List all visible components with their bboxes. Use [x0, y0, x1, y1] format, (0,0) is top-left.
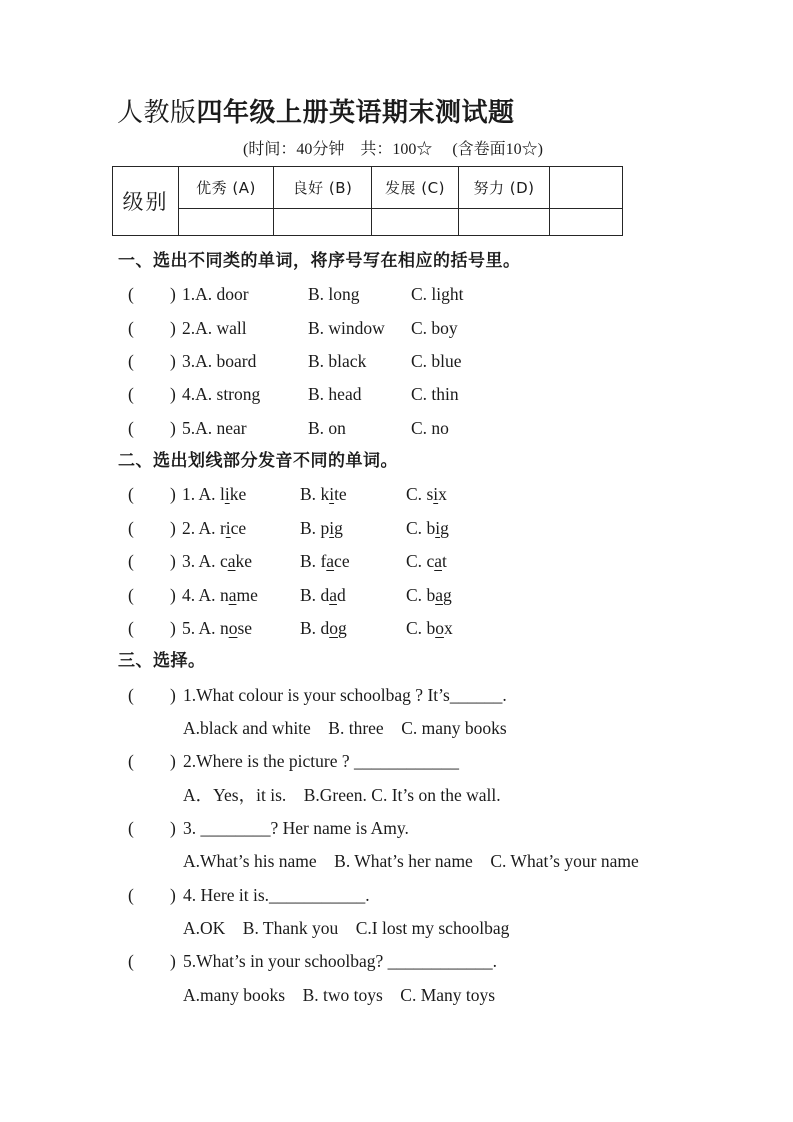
grade-header-cell-b: 良好 (B) [274, 167, 372, 209]
score-cell [179, 209, 274, 236]
question-row [0, 684, 793, 707]
option-b: B. window [308, 317, 385, 338]
option-c: C. boy [411, 317, 458, 338]
word-item-row [0, 617, 793, 640]
exam-info: (时间：40分钟 共：100☆ (含卷面10☆) [243, 141, 543, 158]
bracket-open: ( [128, 484, 134, 505]
underlined-letter: i [225, 517, 231, 538]
answer-options: A.many books B. two toys C. Many toys [183, 984, 496, 1005]
answer-row [0, 784, 793, 807]
score-cell [372, 209, 459, 236]
underlined-letter: a [228, 584, 237, 605]
underlined-letter: a [326, 551, 335, 572]
bracket-close: ) [170, 684, 176, 705]
word-item-row [0, 483, 793, 506]
underlined-letter: o [228, 617, 238, 638]
underlined-letter: i [329, 484, 335, 505]
answer-options: A.OK B. Thank you C.I lost my schoolbag [183, 918, 510, 938]
word-item-row [0, 517, 793, 540]
option-c: C. big [406, 517, 449, 538]
option-a: 1. A. like [182, 484, 247, 505]
option-a: 2.A. wall [182, 317, 247, 338]
option-c: C. thin [411, 384, 459, 405]
bracket-close: ) [170, 351, 176, 372]
option-a: 2. A. rice [182, 517, 247, 538]
section-3-title: 三、选择。 [118, 651, 206, 672]
question-row [0, 884, 793, 907]
word-item-row [0, 383, 793, 406]
underlined-letter: i [433, 484, 439, 505]
question-row [0, 750, 793, 773]
bracket-close: ) [170, 951, 176, 972]
section-1-title: 一、选出不同类的单词，将序号写在相应的括号里。 [118, 251, 521, 271]
option-b: B. face [300, 551, 350, 572]
option-c: C. no [411, 417, 449, 438]
bracket-open: ( [128, 884, 134, 905]
bracket-open: ( [128, 584, 134, 605]
question-row [0, 950, 793, 973]
bracket-open: ( [128, 684, 134, 705]
grade-label-cell: 级别 [113, 167, 179, 236]
option-b: B. long [308, 284, 360, 305]
underlined-letter: a [435, 584, 443, 605]
bracket-close: ) [170, 417, 176, 438]
option-a: 3. A. cake [182, 551, 253, 572]
question-text: 4. Here it is.___________. [183, 884, 370, 905]
bracket-open: ( [128, 317, 134, 338]
bracket-open: ( [128, 284, 134, 305]
option-a: 5. A. nose [182, 617, 253, 638]
question-text: 1.What colour is your schoolbag ? It’s______. [183, 684, 507, 705]
bracket-open: ( [128, 817, 134, 838]
bracket-open: ( [128, 417, 134, 438]
bracket-open: ( [128, 517, 134, 538]
grade-header-cell-d: 努力 (D) [459, 167, 550, 209]
word-item-row [0, 550, 793, 573]
option-c: C. cat [406, 551, 447, 572]
page-title [117, 93, 515, 133]
section-row [0, 450, 793, 473]
bracket-close: ) [170, 551, 176, 572]
section-row [0, 650, 793, 673]
bracket-open: ( [128, 384, 134, 405]
option-a: 4. A. name [182, 584, 258, 605]
bracket-open: ( [128, 951, 134, 972]
option-a: 3.A. board [182, 351, 257, 372]
option-b: B. black [308, 351, 367, 372]
underlined-letter: i [329, 517, 335, 538]
bracket-close: ) [170, 384, 176, 405]
option-b: B. on [308, 417, 346, 438]
underlined-letter: a [227, 551, 236, 572]
bracket-open: ( [128, 351, 134, 372]
bracket-close: ) [170, 484, 176, 505]
grade-header-cell-blank [550, 167, 623, 209]
score-cell [550, 209, 623, 236]
answer-row [0, 717, 793, 740]
bracket-open: ( [128, 617, 134, 638]
question-text: 2.Where is the picture ? ____________ [183, 751, 460, 772]
option-b: B. head [308, 384, 362, 405]
option-b: B. dad [300, 584, 346, 605]
grade-header-cell-a: 优秀 (A) [179, 167, 274, 209]
bracket-close: ) [170, 284, 176, 305]
underlined-letter: i [224, 484, 230, 505]
question-text: 3. ________? Her name is Amy. [183, 817, 409, 838]
answer-options: A．Yes，it is. B.Green. C. It’s on the wall. [183, 784, 501, 805]
option-c: C. blue [411, 351, 462, 372]
score-cell [274, 209, 372, 236]
option-c: C. light [411, 284, 464, 305]
option-c: C. box [406, 617, 453, 638]
bracket-open: ( [128, 551, 134, 572]
title-edition: 人教版 [117, 98, 197, 128]
title-main: 四年级上册英语期末测试题 [196, 98, 515, 128]
bracket-close: ) [170, 817, 176, 838]
answer-row [0, 917, 793, 940]
underlined-letter: o [329, 617, 338, 638]
option-b: B. kite [300, 484, 347, 505]
underlined-letter: i [435, 517, 441, 538]
bracket-close: ) [170, 317, 176, 338]
score-cell [459, 209, 550, 236]
word-item-row [0, 317, 793, 340]
bracket-close: ) [170, 884, 176, 905]
bracket-open: ( [128, 751, 134, 772]
underlined-letter: a [329, 584, 337, 605]
word-item-row [0, 350, 793, 373]
bracket-close: ) [170, 517, 176, 538]
option-a: 5.A. near [182, 417, 247, 438]
option-a: 1.A. door [182, 284, 249, 305]
underlined-letter: a [434, 551, 442, 572]
bracket-close: ) [170, 617, 176, 638]
underlined-letter: o [435, 617, 444, 638]
word-item-row [0, 417, 793, 440]
answer-row [0, 984, 793, 1007]
bracket-close: ) [170, 584, 176, 605]
section-row [0, 250, 793, 273]
grade-header-cell-c: 发展 (C) [372, 167, 459, 209]
option-b: B. pig [300, 517, 343, 538]
answer-row [0, 850, 793, 873]
section-2-title: 二、选出划线部分发音不同的单词。 [118, 451, 398, 472]
option-a: 4.A. strong [182, 384, 261, 405]
answer-options: A.What’s his name B. What’s her name C. What’s your name [183, 851, 639, 872]
option-c: C. six [406, 484, 447, 505]
answer-options: A.black and white B. three C. many books [183, 717, 507, 738]
bracket-close: ) [170, 751, 176, 772]
grade-table [112, 166, 623, 236]
option-b: B. dog [300, 617, 347, 638]
question-text: 5.What’s in your schoolbag? ____________. [183, 951, 497, 972]
word-item-row [0, 584, 793, 607]
question-row [0, 817, 793, 840]
option-c: C. bag [406, 584, 452, 605]
word-item-row [0, 283, 793, 306]
